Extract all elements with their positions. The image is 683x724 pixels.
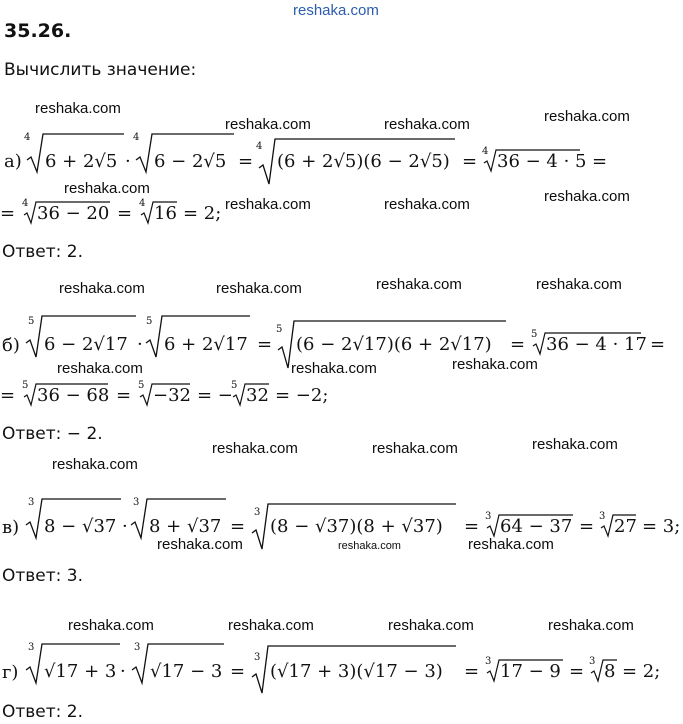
- root-index: 5: [231, 380, 238, 391]
- radicand: 6 − 2√17: [44, 334, 128, 355]
- equals: = −: [197, 385, 233, 406]
- part-label: г): [2, 662, 19, 683]
- result: = 3;: [642, 516, 681, 537]
- radicand: 64 − 37: [500, 516, 573, 537]
- watermark: reshaka.com: [228, 617, 314, 634]
- equals: =: [116, 385, 132, 406]
- watermark: reshaka.com: [544, 108, 630, 125]
- watermark: reshaka.com: [225, 196, 311, 213]
- equals: =: [464, 661, 480, 682]
- watermark: reshaka.com: [338, 540, 401, 552]
- part-label: в): [2, 517, 20, 538]
- watermark: reshaka.com: [59, 280, 145, 297]
- watermark: reshaka.com: [536, 276, 622, 293]
- root-index: 5: [146, 316, 153, 327]
- answer: Ответ: 2.: [2, 702, 84, 722]
- root-index: 5: [531, 329, 538, 340]
- root-index: 4: [256, 141, 263, 152]
- equals: =: [230, 516, 246, 537]
- watermark-top[interactable]: reshaka.com: [293, 2, 379, 19]
- dot: ·: [122, 516, 128, 537]
- root-index: 5: [276, 324, 283, 335]
- equals: =: [230, 661, 246, 682]
- root-index: 4: [139, 198, 146, 209]
- radicand: 8 − √37: [44, 516, 117, 537]
- root-index: 4: [24, 132, 31, 143]
- radicand: 6 + 2√17: [164, 334, 248, 355]
- watermark: reshaka.com: [388, 617, 474, 634]
- root-index: 3: [254, 652, 261, 663]
- equals: =: [569, 661, 585, 682]
- root-index: 5: [138, 380, 145, 391]
- watermark: reshaka.com: [532, 436, 618, 453]
- equals: =: [579, 516, 595, 537]
- equals: =: [462, 151, 478, 172]
- dot: ·: [125, 151, 131, 172]
- watermark: reshaka.com: [52, 456, 138, 473]
- watermark: reshaka.com: [157, 536, 243, 553]
- radicand: 17 − 9: [500, 661, 561, 682]
- equals: =: [464, 516, 480, 537]
- radicand: 27: [614, 516, 637, 537]
- radicand: (8 − √37)(8 + √37): [270, 516, 443, 537]
- root-index: 3: [133, 497, 140, 508]
- dot: ·: [120, 661, 126, 682]
- answer: Ответ: 3.: [2, 566, 84, 586]
- watermark: reshaka.com: [384, 116, 470, 133]
- watermark: reshaka.com: [68, 617, 154, 634]
- root-index: 3: [28, 497, 35, 508]
- watermark: reshaka.com: [468, 536, 554, 553]
- equals: =: [0, 385, 16, 406]
- watermark: reshaka.com: [64, 180, 150, 197]
- part-label: а): [4, 151, 22, 172]
- equals: =: [117, 203, 133, 224]
- equals: =: [0, 203, 16, 224]
- root-index: 3: [134, 642, 141, 653]
- equals: =: [238, 151, 254, 172]
- radicand: (6 − 2√17)(6 + 2√17): [296, 334, 492, 355]
- result: = −2;: [275, 385, 329, 406]
- radicand: −32: [153, 385, 191, 406]
- root-index: 3: [254, 507, 261, 518]
- watermark: reshaka.com: [291, 360, 377, 377]
- equals: =: [257, 334, 273, 355]
- root-index: 4: [133, 132, 140, 143]
- answer: Ответ: − 2.: [2, 424, 103, 444]
- watermark: reshaka.com: [57, 360, 143, 377]
- watermark: reshaka.com: [212, 440, 298, 457]
- answer: Ответ: 2.: [2, 242, 84, 262]
- radicand: 6 + 2√5: [45, 151, 118, 172]
- root-index: 4: [482, 146, 489, 157]
- radicand: 8 + √37: [149, 516, 222, 537]
- radicand: 8: [604, 661, 616, 682]
- root-index: 3: [589, 656, 596, 667]
- radicand: 36 − 68: [37, 385, 110, 406]
- root-index: 3: [485, 656, 492, 667]
- root-index: 3: [599, 511, 606, 522]
- radicand: 32: [246, 385, 269, 406]
- watermark: reshaka.com: [544, 188, 630, 205]
- radicand: (√17 + 3)(√17 − 3): [270, 661, 443, 682]
- part-label: б): [2, 335, 20, 356]
- root-index: 5: [28, 316, 35, 327]
- radicand: 6 − 2√5: [154, 151, 227, 172]
- watermark: reshaka.com: [216, 280, 302, 297]
- result: = 2;: [183, 203, 222, 224]
- watermark: reshaka.com: [452, 356, 538, 373]
- watermark: reshaka.com: [548, 617, 634, 634]
- result: = 2;: [622, 661, 661, 682]
- dot: ·: [137, 334, 143, 355]
- radicand: 36 − 20: [37, 203, 110, 224]
- problem-number: 35.26.: [4, 20, 72, 42]
- radicand: √17 − 3: [150, 661, 223, 682]
- watermark: reshaka.com: [384, 196, 470, 213]
- root-index: 4: [22, 198, 29, 209]
- equals: =: [650, 334, 666, 355]
- equals: =: [592, 151, 608, 172]
- root-index: 3: [28, 642, 35, 653]
- radicand: 36 − 4 · 5: [497, 151, 587, 172]
- watermark: reshaka.com: [376, 276, 462, 293]
- root-index: 3: [485, 511, 492, 522]
- watermark: reshaka.com: [225, 116, 311, 133]
- radicand: (6 + 2√5)(6 − 2√5): [277, 151, 450, 172]
- root-index: 5: [22, 380, 29, 391]
- radicand: 16: [154, 203, 177, 224]
- radicand: √17 + 3: [44, 661, 117, 682]
- equals: =: [510, 334, 526, 355]
- radicand: 36 − 4 · 17: [546, 334, 647, 355]
- watermark: reshaka.com: [35, 100, 121, 117]
- task-text: Вычислить значение:: [4, 60, 197, 80]
- watermark: reshaka.com: [372, 440, 458, 457]
